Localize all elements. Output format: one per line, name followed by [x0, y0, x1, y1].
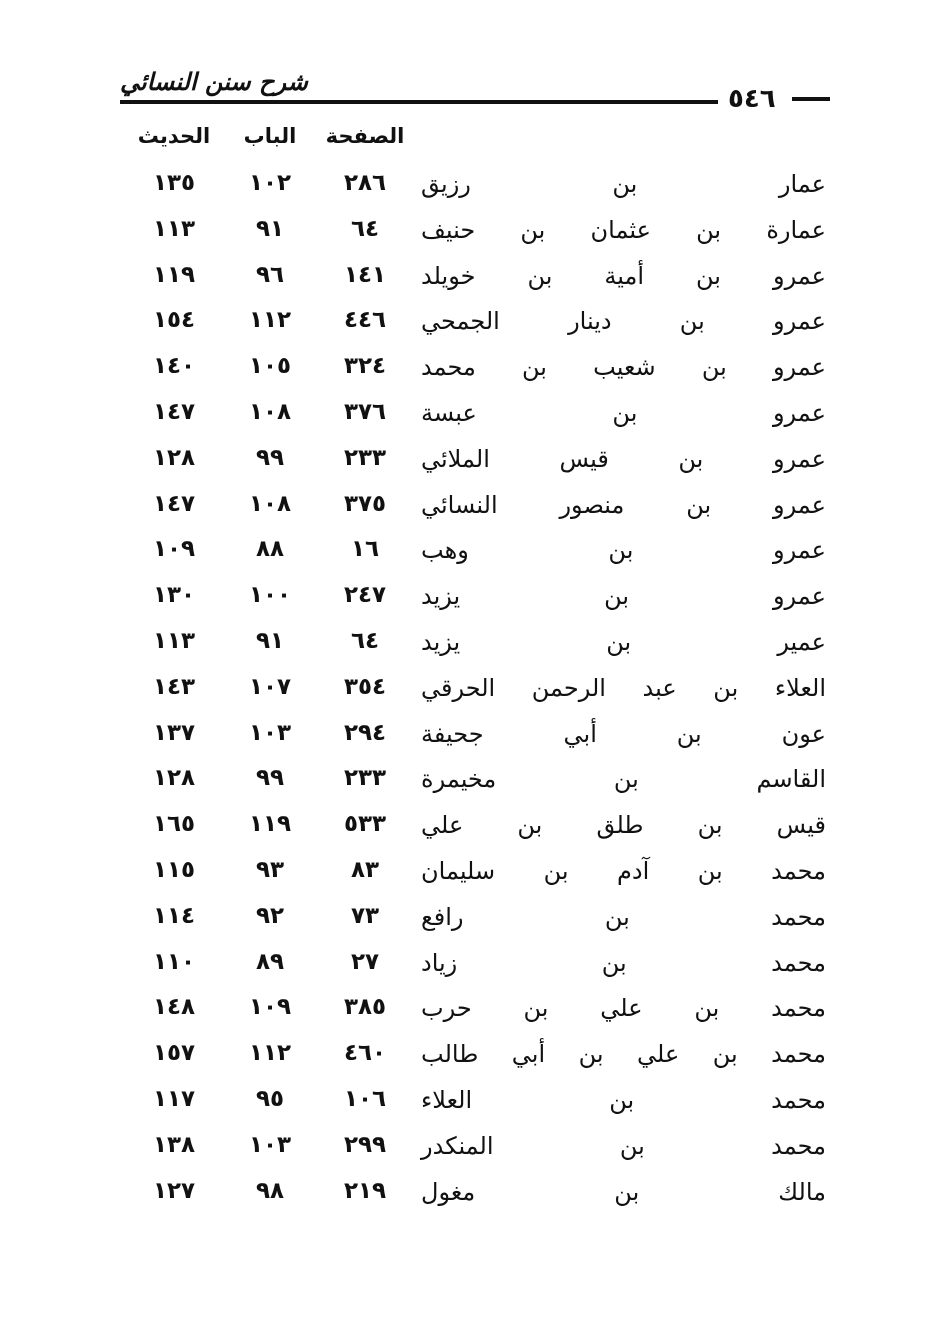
bab-ref: ٩٩ [255, 765, 285, 792]
bab-ref: ٩٨ [255, 1177, 285, 1204]
table-row [0, 1128, 940, 1174]
narrator-name: عون بن أبي جحيفة [421, 719, 826, 748]
bab-ref: ٩٥ [255, 1085, 285, 1112]
hadith-ref: ١١٤ [152, 902, 196, 929]
page-ref: ١٠٦ [343, 1085, 387, 1112]
narrator-name: عمير بن يزيد [421, 627, 826, 656]
page-ref: ٣٧٦ [343, 398, 387, 425]
page-ref: ٤٤٦ [343, 307, 387, 334]
hadith-ref: ١٤٧ [152, 398, 196, 425]
page-ref: ٢١٩ [343, 1177, 387, 1204]
hadith-ref: ١٣٧ [152, 719, 196, 746]
hadith-ref: ١٢٧ [152, 1177, 196, 1204]
bab-ref: ٨٨ [255, 536, 285, 563]
hadith-ref: ١٤٧ [152, 490, 196, 517]
hadith-ref: ١٢٨ [152, 444, 196, 471]
bab-ref: ١١٩ [248, 811, 292, 838]
narrator-name: قيس بن طلق بن علي [421, 811, 826, 840]
page-ref: ٤٦٠ [343, 1040, 387, 1067]
bab-ref: ١٠٩ [248, 994, 292, 1021]
page-ref: ٢٤٧ [343, 582, 387, 609]
column-headers [0, 124, 940, 156]
hadith-ref: ١٤٨ [152, 994, 196, 1021]
narrator-name: عمرو بن شعيب بن محمد [421, 353, 826, 382]
hadith-ref: ١٥٧ [152, 1040, 196, 1067]
narrator-name: محمد بن المنكدر [421, 1131, 826, 1160]
bab-ref: ٨٩ [255, 948, 285, 975]
narrator-name: عمرو بن يزيد [421, 582, 826, 611]
table-row [0, 303, 940, 349]
hadith-ref: ١٠٩ [152, 536, 196, 563]
book-title: شرح سنن النسائي [120, 68, 308, 96]
hadith-ref: ١١٥ [152, 856, 196, 883]
table-row [0, 807, 940, 853]
bab-ref: ١٠٧ [248, 673, 292, 700]
hadith-ref: ١٥٤ [152, 307, 196, 334]
table-row [0, 487, 940, 533]
bab-ref: ١١٢ [248, 307, 292, 334]
table-row [0, 624, 940, 670]
narrator-name: محمد بن رافع [421, 902, 826, 931]
hadith-ref: ١٣٨ [152, 1131, 196, 1158]
page-ref: ٢٧ [350, 948, 380, 975]
bab-ref: ٩١ [255, 215, 285, 242]
hadith-ref: ١١٣ [152, 627, 196, 654]
table-row [0, 441, 940, 487]
page-ref: ٥٣٣ [343, 811, 387, 838]
bab-ref: ٩٢ [255, 902, 285, 929]
bab-ref: ١١٢ [248, 1040, 292, 1067]
column-header-hadith: الحديث [137, 124, 211, 148]
page-ref: ٣٧٥ [343, 490, 387, 517]
page-ref: ٢٨٦ [343, 170, 387, 196]
page-ref: ٢٩٩ [343, 1131, 387, 1158]
bab-ref: ١٠٨ [248, 490, 292, 517]
table-row [0, 578, 940, 624]
page-ref: ٧٣ [350, 902, 380, 929]
table-row [0, 761, 940, 807]
bab-ref: ١٠٣ [248, 1131, 292, 1158]
page-number: ٥٤٦ [728, 84, 776, 114]
table-row [0, 945, 940, 991]
narrator-name: عمرو بن دينار الجمحي [421, 307, 826, 336]
page-ref: ٣٨٥ [343, 994, 387, 1021]
page-ref: ٣٥٤ [343, 673, 387, 700]
page-ref: ٦٤ [350, 215, 380, 242]
table-row [0, 532, 940, 578]
hadith-ref: ١٣٥ [152, 170, 196, 196]
table-row [0, 990, 940, 1036]
table-row [0, 349, 940, 395]
bab-ref: ٩٩ [255, 444, 285, 471]
narrator-name: العلاء بن عبد الرحمن الحرقي [421, 673, 826, 702]
table-row [0, 395, 940, 441]
bab-ref: ٩٣ [255, 856, 285, 883]
table-row [0, 899, 940, 945]
page-ref: ٣٢٤ [343, 353, 387, 380]
bab-ref: ١٠٨ [248, 398, 292, 425]
narrator-name: عمرو بن عبسة [421, 398, 826, 427]
page-ref: ٨٣ [350, 856, 380, 883]
hadith-ref: ١٢٨ [152, 765, 196, 792]
narrator-name: عمارة بن عثمان بن حنيف [421, 215, 826, 244]
hadith-ref: ١١٧ [152, 1085, 196, 1112]
narrator-name: عمار بن رزيق [421, 170, 826, 198]
hadith-ref: ١٤٣ [152, 673, 196, 700]
table-row [0, 1082, 940, 1128]
narrator-name: القاسم بن مخيمرة [421, 765, 826, 794]
narrator-name: عمرو بن منصور النسائي [421, 490, 826, 519]
page-ref: ٦٤ [350, 627, 380, 654]
table-row [0, 166, 940, 212]
bab-ref: ١٠٢ [248, 170, 292, 196]
page-header [120, 68, 830, 114]
hadith-ref: ١١٩ [152, 261, 196, 288]
narrator-name: محمد بن علي بن حرب [421, 994, 826, 1023]
hadith-ref: ١٣٠ [152, 582, 196, 609]
bab-ref: ١٠٠ [248, 582, 292, 609]
bab-ref: ٩١ [255, 627, 285, 654]
narrator-name: عمرو بن وهب [421, 536, 826, 565]
page-ref: ٢٣٣ [343, 444, 387, 471]
header-rule [120, 100, 718, 104]
hadith-ref: ١٦٥ [152, 811, 196, 838]
hadith-ref: ١٤٠ [152, 353, 196, 380]
narrator-name: مالك بن مغول [421, 1177, 826, 1206]
bab-ref: ٩٦ [255, 261, 285, 288]
narrator-name: عمرو بن أمية بن خويلد [421, 261, 826, 290]
page-ref: ١٦ [350, 536, 380, 563]
hadith-ref: ١١٣ [152, 215, 196, 242]
bab-ref: ١٠٥ [248, 353, 292, 380]
narrator-name: عمرو بن قيس الملائي [421, 444, 826, 473]
narrator-name: محمد بن العلاء [421, 1085, 826, 1114]
table-row [0, 212, 940, 258]
table-row [0, 853, 940, 899]
table-row [0, 1036, 940, 1082]
hadith-ref: ١١٠ [152, 948, 196, 975]
table-row [0, 1174, 940, 1220]
index-table [0, 166, 940, 1219]
table-row [0, 670, 940, 716]
page-ref: ١٤١ [343, 261, 387, 288]
narrator-name: محمد بن علي بن أبي طالب [421, 1040, 826, 1069]
header-dash [792, 97, 830, 101]
column-header-bab: الباب [243, 124, 297, 148]
page-ref: ٢٣٣ [343, 765, 387, 792]
table-row [0, 716, 940, 762]
page-ref: ٢٩٤ [343, 719, 387, 746]
narrator-name: محمد بن زياد [421, 948, 826, 977]
table-row [0, 258, 940, 304]
bab-ref: ١٠٣ [248, 719, 292, 746]
column-header-page: الصفحة [325, 124, 405, 148]
narrator-name: محمد بن آدم بن سليمان [421, 856, 826, 885]
